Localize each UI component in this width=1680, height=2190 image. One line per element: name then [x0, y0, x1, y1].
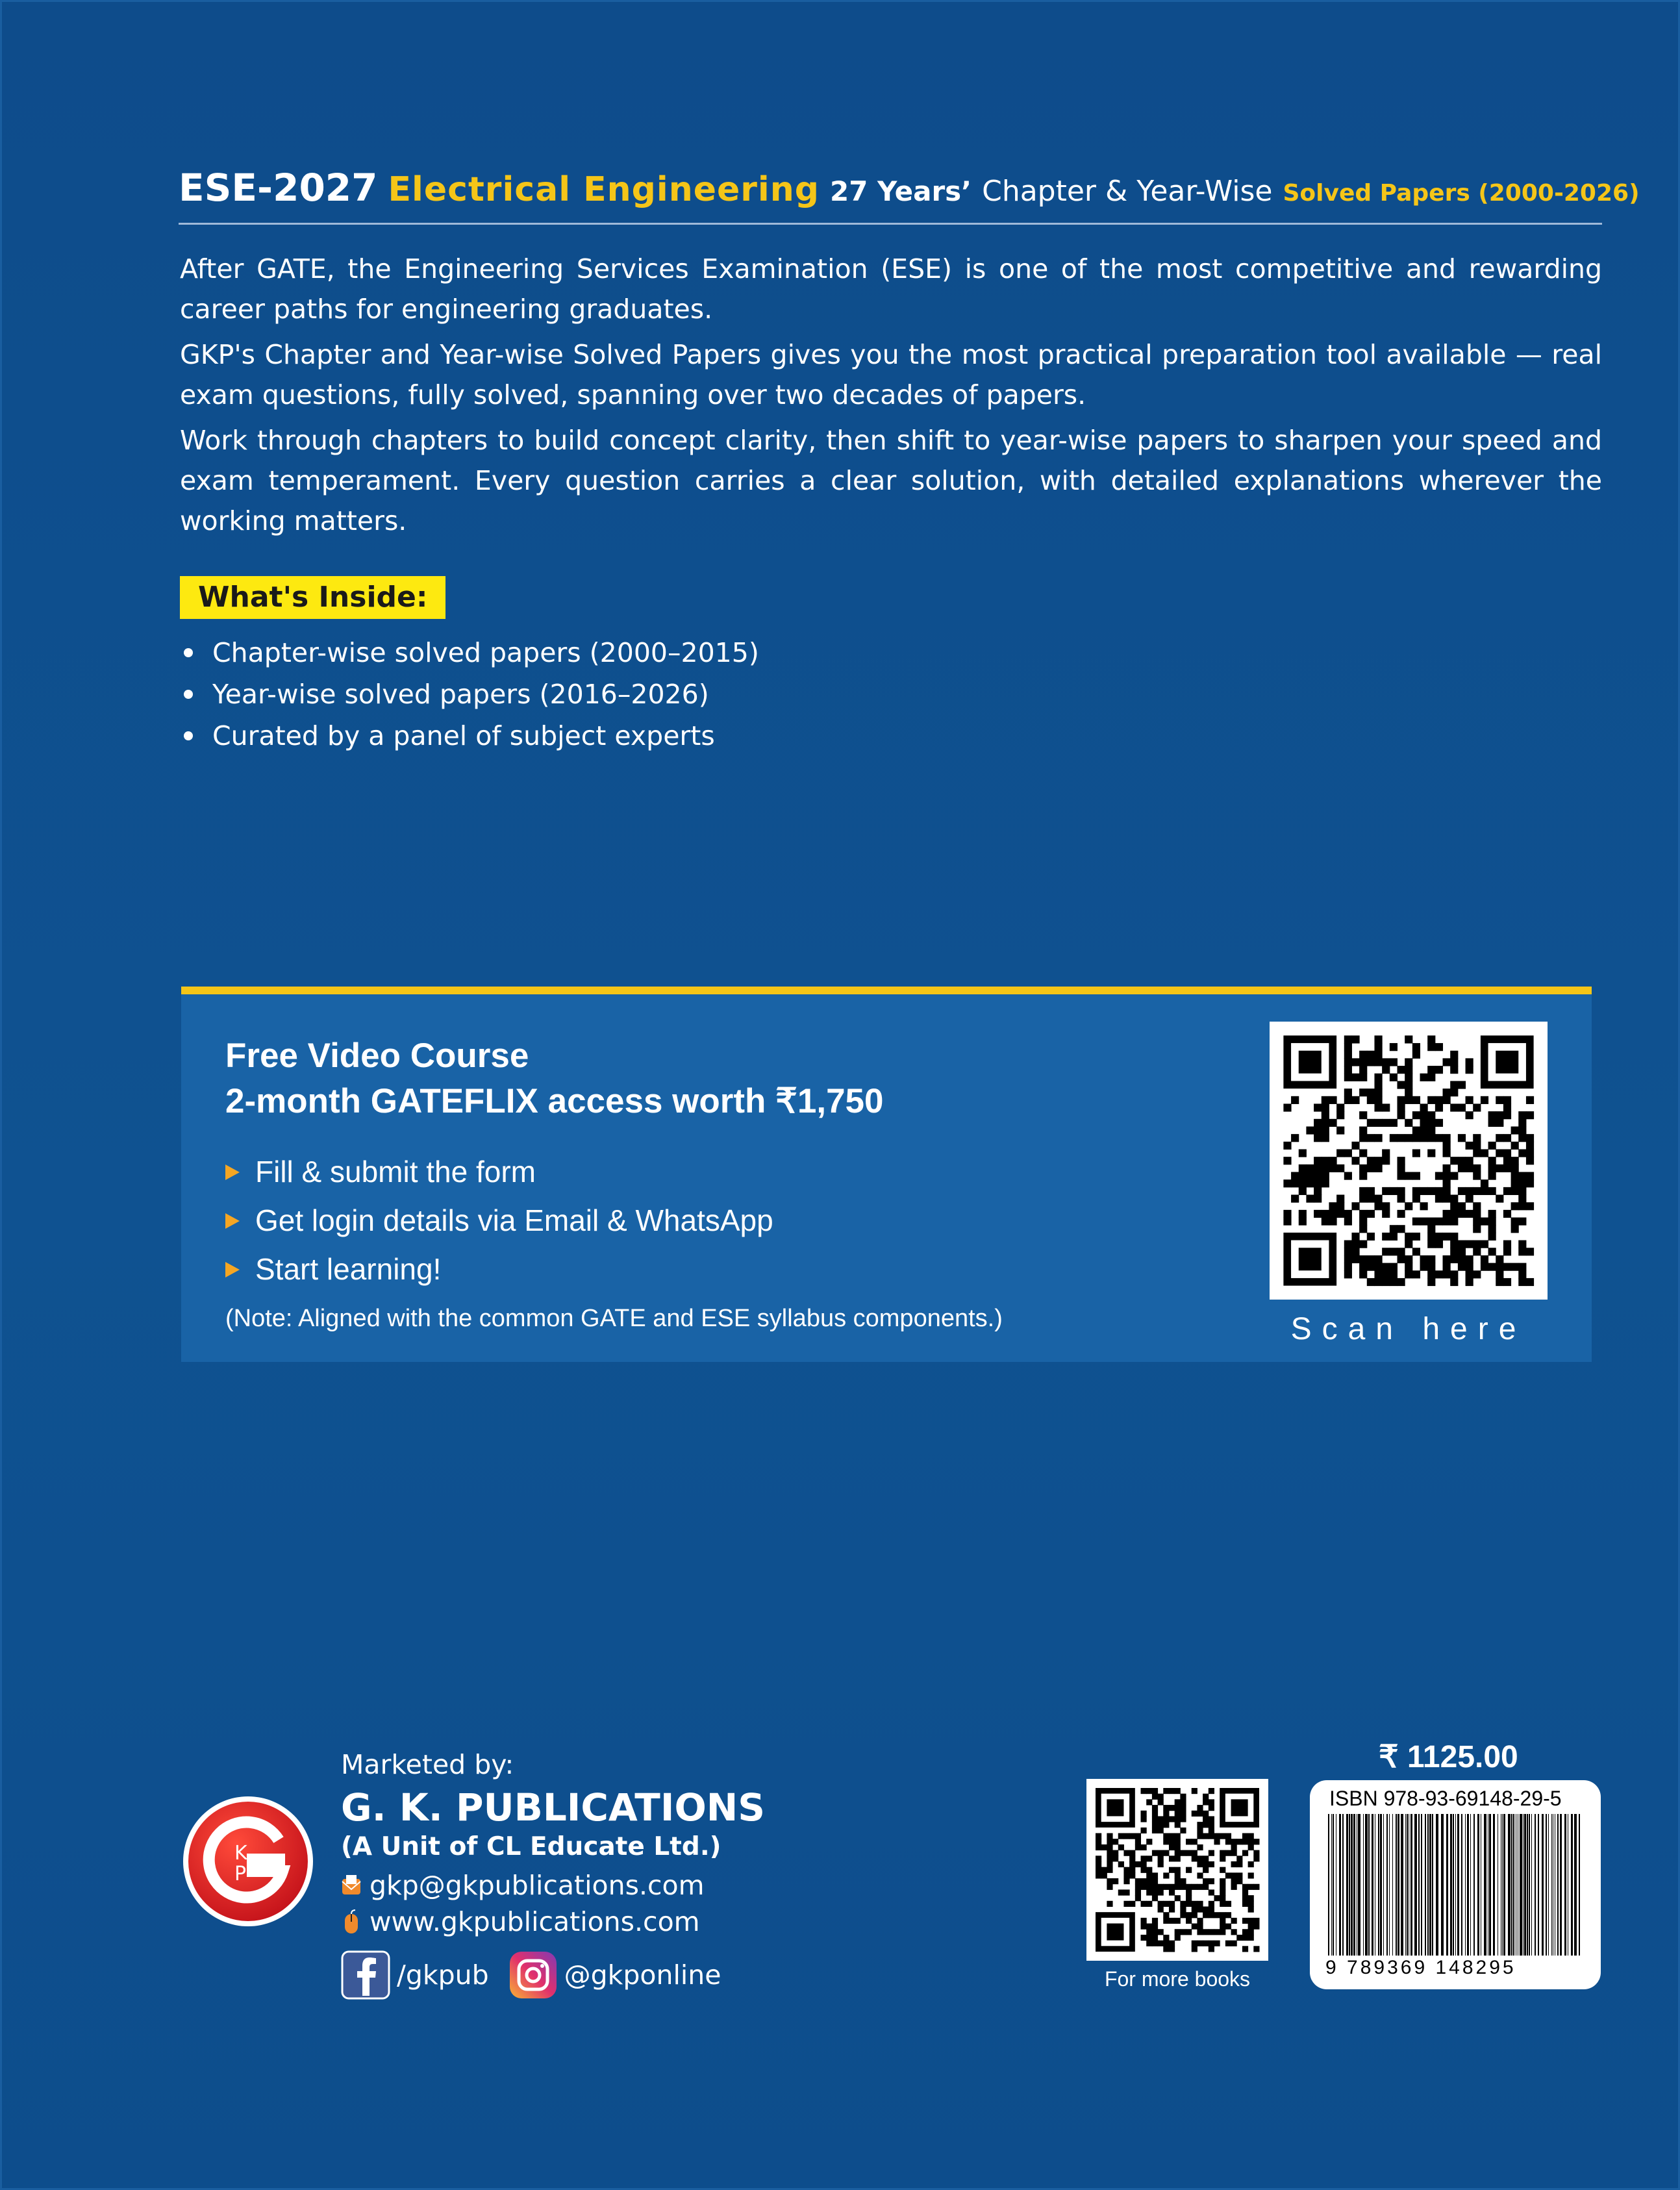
list-item: Get login details via Email & WhatsApp — [225, 1196, 773, 1245]
arrow-icon — [225, 1164, 240, 1180]
barcode-digits: 9 789369 148295 — [1325, 1957, 1516, 1978]
mouse-icon — [341, 1909, 362, 1935]
list-item: Start learning! — [225, 1245, 773, 1294]
list-item: Curated by a panel of subject experts — [180, 715, 1089, 757]
gkp-logo — [181, 1794, 315, 1928]
syllabus-note: (Note: Aligned with the common GATE and ESE syllabus components.) — [225, 1305, 1003, 1332]
marketed-by-label: Marketed by: — [341, 1749, 514, 1780]
website-row — [341, 1906, 700, 1937]
scan-here-label: Scan here — [1290, 1312, 1527, 1346]
bullet-icon — [184, 648, 193, 657]
publisher-name: G. K. PUBLICATIONS — [341, 1785, 766, 1830]
isbn-barcode — [1310, 1780, 1601, 1989]
solved-papers-label: Solved Papers (2000-2026) — [1283, 180, 1640, 207]
years-label: 27 Years’ — [829, 175, 972, 207]
subject-title: Electrical Engineering — [388, 170, 820, 209]
instagram-handle[interactable]: @gkponline — [564, 1959, 721, 1991]
whats-inside-list — [180, 632, 1089, 757]
intro-paragraph-2: GKP's Chapter and Year-wise Solved Papers gives you the most practical preparation tool available — real exam questions, fully solved, spanning over two decades of papers. — [180, 339, 1602, 410]
intro-paragraph-3: Work through chapters to build concept clarity, then shift to year-wise papers to sharpen your speed and exam temperament. Every question carries a clear solution, with detailed explanations wherever the working matters. — [180, 425, 1602, 536]
svg-text:K: K — [234, 1842, 247, 1865]
bullet-icon — [184, 690, 193, 699]
publisher-unit: (A Unit of CL Educate Ltd.) — [341, 1832, 721, 1861]
intro-paragraph-1: After GATE, the Engineering Services Examination (ESE) is one of the most competitive and rewarding career paths for engineering graduates. — [180, 253, 1602, 325]
chapter-label: Chapter & Year-Wise — [982, 175, 1273, 208]
more-books-label: For more books — [1104, 1967, 1251, 1991]
list-item: Fill & submit the form — [225, 1148, 773, 1196]
social-links — [341, 1950, 740, 2000]
arrow-icon — [225, 1213, 240, 1229]
svg-text:P: P — [234, 1863, 247, 1885]
isbn-label: ISBN 978-93-69148-29-5 — [1329, 1787, 1562, 1810]
qr-code-icon[interactable] — [1270, 1022, 1548, 1300]
website-link[interactable]: www.gkpublications.com — [370, 1906, 700, 1937]
arrow-icon — [225, 1262, 240, 1278]
cover-header — [179, 166, 1640, 210]
facebook-handle[interactable]: /gkpub — [397, 1959, 489, 1991]
instagram-icon[interactable] — [508, 1950, 558, 2000]
email-link[interactable]: gkp@gkpublications.com — [370, 1870, 705, 1901]
email-row — [341, 1870, 705, 1901]
video-steps-list — [225, 1148, 773, 1294]
video-course-title: Free Video Course 2-month GATEFLIX access worth ₹1,750 — [225, 1037, 884, 1120]
email-icon — [341, 1872, 362, 1898]
list-item: Year-wise solved papers (2016–2026) — [180, 673, 1089, 715]
intro-text — [180, 249, 1602, 546]
barcode-icon — [1328, 1814, 1583, 1956]
header-divider — [179, 223, 1602, 225]
price-label: ₹ 1125.00 — [1379, 1740, 1518, 1774]
exam-title: ESE-2027 — [179, 166, 378, 210]
list-item: Chapter-wise solved papers (2000–2015) — [180, 632, 1089, 673]
facebook-icon[interactable] — [341, 1950, 390, 2000]
more-books-qr-icon[interactable] — [1086, 1779, 1268, 1961]
whats-inside-heading: What's Inside: — [180, 576, 445, 619]
bullet-icon — [184, 731, 193, 740]
video-course-panel — [181, 987, 1592, 1362]
